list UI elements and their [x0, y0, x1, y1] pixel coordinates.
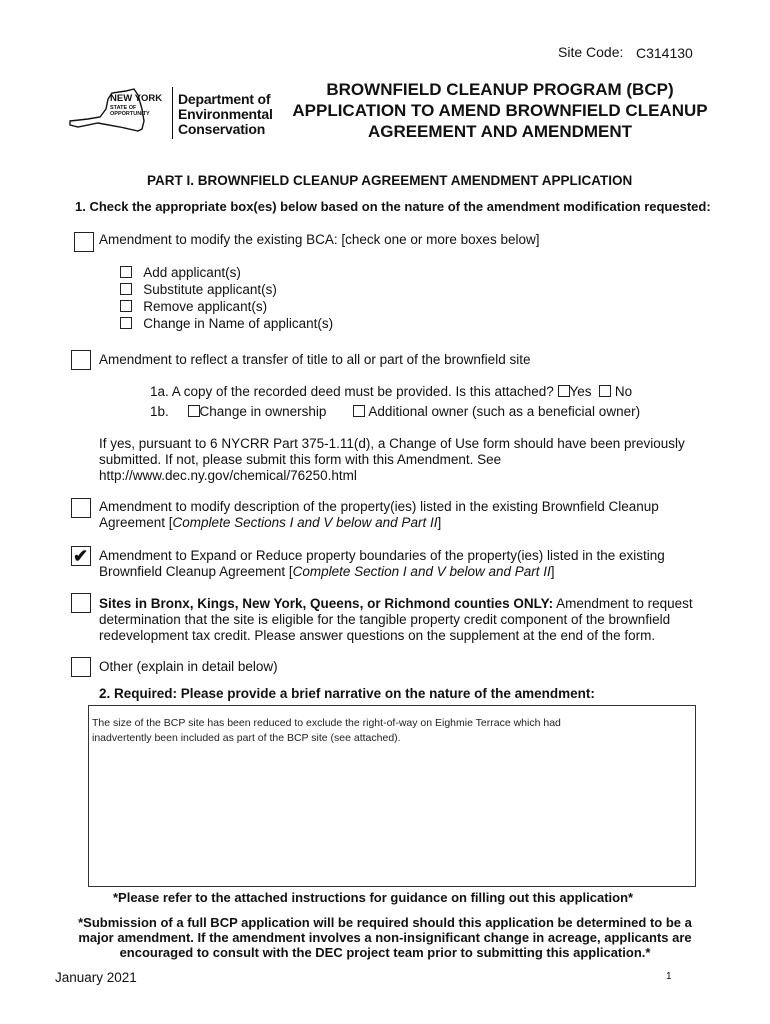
- tangible-credit-label: Sites in Bronx, Kings, New York, Queens, or Richmond counties ONLY: Amendment to request determination that the site is eligible for the tangible property credit component of the brownfield redevelopment tax credit. Please answer questions on the supplement at the end of the form.: [99, 596, 693, 643]
- change-name-label: Change in Name of applicant(s): [143, 316, 334, 331]
- add-applicant-checkbox[interactable]: [120, 266, 132, 278]
- submission-note: *Submission of a full BCP application will be required should this application be determined to be a major amendment. If the amendment involves a non-insignificant change in acreage, applicants are encouraged to consult with the DEC project team prior to submitting this application.*: [78, 915, 692, 960]
- deed-no-checkbox[interactable]: [599, 385, 611, 397]
- logo-dept-text: Department of Environmental Conservation: [178, 91, 273, 137]
- site-code-label: Site Code:: [558, 44, 624, 60]
- other-label: Other (explain in detail below): [99, 659, 278, 674]
- checkmark-icon: ✔: [73, 546, 89, 566]
- remove-applicant-checkbox[interactable]: [120, 300, 132, 312]
- change-ownership-checkbox[interactable]: [188, 405, 200, 417]
- substitute-applicant-checkbox[interactable]: [120, 283, 132, 295]
- applicant-suboptions: [120, 264, 333, 332]
- page-title: BROWNFIELD CLEANUP PROGRAM (BCP) APPLICATION TO AMEND BROWNFIELD CLEANUP AGREEMENT AND AMENDMENT: [292, 80, 708, 141]
- part1-heading: PART I. BROWNFIELD CLEANUP AGREEMENT AMENDMENT APPLICATION: [147, 173, 633, 188]
- change-name-checkbox[interactable]: [120, 317, 132, 329]
- modify-description-label: Amendment to modify description of the property(ies) listed in the existing Brownfield Cleanup Agreement [Complete Sections I and V below and Part II]: [99, 499, 659, 530]
- additional-owner-checkbox[interactable]: [353, 405, 365, 417]
- question-1: 1. Check the appropriate box(es) below based on the nature of the amendment modification requested:: [75, 199, 711, 214]
- narrative-line: inadvertently been included as part of the BCP site (see attached).: [92, 732, 401, 744]
- additional-owner-label: Additional owner (such as a beneficial owner): [368, 404, 641, 419]
- change-ownership-label: Change in ownership: [199, 404, 327, 419]
- transfer-title-label: Amendment to reflect a transfer of title to all or part of the brownfield site: [99, 352, 531, 367]
- add-applicant-label: Add applicant(s): [143, 265, 241, 280]
- deed-yes-label: Yes: [569, 384, 592, 399]
- site-code-value: C314130: [636, 45, 693, 61]
- deed-yes-checkbox[interactable]: [558, 385, 570, 397]
- change-of-use-note: If yes, pursuant to 6 NYCRR Part 375-1.11(d), a Change of Use form should have been previously submitted. If not, please submit this form with this Amendment. See http://www.dec.ny.gov/chemical/76250.html: [99, 436, 685, 483]
- deed-no-label: No: [614, 384, 633, 399]
- modify-bca-checkbox[interactable]: [74, 232, 94, 252]
- remove-applicant-label: Remove applicant(s): [143, 299, 268, 314]
- page-number: 1: [666, 971, 672, 982]
- transfer-title-checkbox[interactable]: [71, 350, 91, 370]
- question-2: 2. Required: Please provide a brief narrative on the nature of the amendment:: [99, 686, 595, 701]
- footer-date: January 2021: [55, 970, 137, 985]
- question-1a: 1a. A copy of the recorded deed must be provided. Is this attached? Yes No: [150, 384, 633, 399]
- substitute-applicant-label: Substitute applicant(s): [143, 282, 277, 297]
- other-checkbox[interactable]: [71, 657, 91, 677]
- modify-description-checkbox[interactable]: [71, 498, 91, 518]
- logo-new-york-text: NEW YORK: [110, 93, 163, 104]
- modify-bca-label: Amendment to modify the existing BCA: [check one or more boxes below]: [99, 232, 540, 247]
- instructions-note: *Please refer to the attached instructions for guidance on filling out this application*: [113, 890, 634, 905]
- logo-state-of-text: STATE OF OPPORTUNITY: [110, 105, 150, 117]
- question-1b: 1b. Change in ownership Additional owner (such as a beneficial owner): [150, 404, 641, 419]
- tangible-credit-checkbox[interactable]: [71, 593, 91, 613]
- expand-reduce-label: Amendment to Expand or Reduce property boundaries of the property(ies) listed in the existing Brownfield Cleanup Agreement [Complete Section I and V below and Part II]: [99, 548, 665, 579]
- logo-divider: [172, 87, 173, 139]
- narrative-textarea[interactable]: [88, 705, 696, 887]
- narrative-line: The size of the BCP site has been reduced to exclude the right-of-way on Eighmie Terrace which had: [92, 717, 561, 729]
